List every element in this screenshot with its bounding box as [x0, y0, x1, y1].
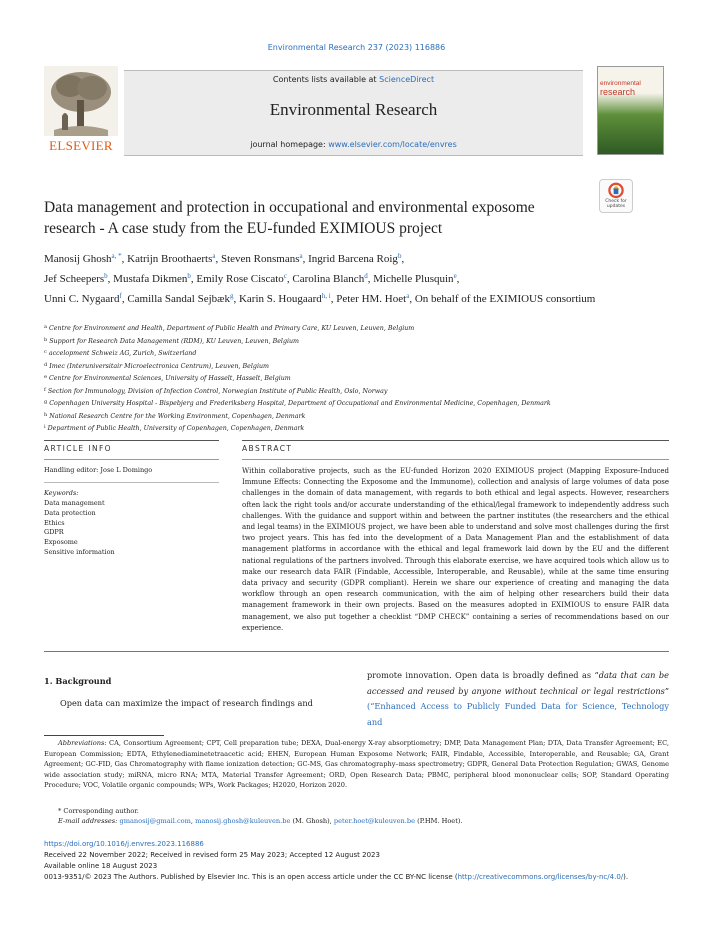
keyword-item: Exposome — [44, 538, 78, 547]
homepage-prefix: journal homepage: — [250, 140, 329, 149]
author-list: Manosij Ghosh$^{a, *}$, Katrijn Broothaerts$^a$, Steven Ronsmans$^a$, Ingrid Barcena Roig$^b$, Jef Scheepers$^b$, Mustafa Dikmen$^b$, Emily Rose Ciscato$^c$, Carolina Blanch$^d$, Michelle Plusquin$^e$, Unni C. Nygaard$^f$, Camilla Sandal Sejbæk$^g$, Karin S. Hougaard$^{h, i}$, Peter HM. Hoet$^a$, On behalf of the EXIMIOUS consortium — [44, 252, 596, 305]
journal-name: Environmental Research — [269, 100, 438, 119]
abstract-heading: ABSTRACT — [242, 444, 293, 453]
check-for-updates-label: Check for updates — [605, 199, 627, 209]
keyword-item: Sensitive information — [44, 547, 115, 556]
license-prefix: 0013-9351/© 2023 The Authors. Published by Elsevier Inc. This is an open access article under the CC BY-NC license ( — [44, 873, 458, 881]
keywords-list — [44, 499, 115, 558]
affiliation-marker: d — [44, 361, 48, 368]
author-affiliation-marker[interactable]: a — [299, 252, 303, 260]
affiliation-text: Copenhagen University Hospital - Bispebjerg and Frederiksberg Hospital, Department of Occupational and Environmental Medicine, Copenhagen, Denmark — [49, 400, 551, 407]
author-name[interactable]: Steven Ronsmans — [220, 253, 300, 265]
background-col2-quote-end: ” — [664, 685, 669, 696]
article-info-heading: ARTICLE INFO — [44, 444, 112, 453]
affiliation-item — [44, 422, 664, 435]
affiliation-marker: b — [44, 336, 48, 343]
author-name[interactable]: Katrijn Broothaerts — [127, 253, 213, 265]
affiliation-item — [44, 385, 664, 398]
author-affiliation-marker[interactable]: e — [453, 272, 457, 280]
affiliation-text: Centre for Environment and Health, Department of Public Health and Primary Care, KU Leuven, Leuven, Belgium — [48, 325, 415, 332]
affiliation-text: Department of Public Health, University of Copenhagen, Copenhagen, Denmark — [47, 425, 305, 432]
author-name[interactable]: Unni C. Nygaard — [44, 293, 120, 305]
author-affiliation-marker[interactable]: g — [229, 292, 234, 300]
author-affiliation-marker[interactable]: b — [397, 252, 402, 260]
affiliation-text: Section for Immunology, Division of Infection Control, Norwegian Institute of Public Health, Oslo, Norway — [47, 387, 388, 395]
elsevier-wordmark: ELSEVIER — [49, 138, 113, 153]
author-name[interactable]: Emily Rose Ciscato — [196, 273, 284, 285]
footnote-rule — [44, 735, 164, 736]
abbreviations-label: Abbreviations: — [58, 739, 107, 747]
author-name[interactable]: Manosij Ghosh — [44, 253, 112, 265]
abstract-text: Within collaborative projects, such as the EU-funded Horizon 2020 EXIMIOUS project (Mapping Exposure-Induced Immune Effects: Connecting the Exposome and the Immunome), collection and analysis of large volumes of data pose challenges in the domain of data management, with regards to both ethical and legal aspects. However, researchers often lack the right tools and/or accurate understanding of the ethical/legal framework to independently address such challenges. With the guidance and support within and between the partner institutes (the researchers and the ethical and legal teams) in the EXIMIOUS project, we have been able to understand and solve most challenges during the first two project years. This has fed into the development of a Data Management Plan and the establishment of data management platforms in accordance with the ethical and legal framework laid down by the EU and the different national regulations of the partners involved. Through this elaborate exercise, we have acquired tools which allow us to make our research data FAIR (Findable, Accessible, Interoperable, and Reusable), while at the same time ensuring data privacy and security (GDPR compliant). Herein we share our experience of creating and managing the data workflow through an open research communication, with the aim of helping other researchers build their data management framework in their own projects. Based on the measures adopted in EXIMIOUS to ensure FAIR data management, we also put together a checklist “DMP CHECK” containing a series of recommendations based on our experience. — [242, 467, 669, 632]
cover-title-line-2: research — [600, 86, 636, 97]
affiliation-text: accelopment Schweiz AG, Zurich, Switzerland — [48, 350, 197, 357]
background-column-1: Open data can maximize the impact of research findings and — [60, 698, 313, 708]
affiliation-text: Support for Research Data Management (RDM), KU Leuven, Leuven, Belgium — [49, 337, 300, 345]
affiliation-item — [44, 372, 664, 385]
affiliation-marker: h — [44, 411, 48, 418]
license-statement — [44, 872, 669, 883]
author-name[interactable]: On behalf of the EXIMIOUS consortium — [414, 293, 596, 305]
author-affiliation-marker[interactable]: c — [283, 272, 287, 280]
affiliation-item — [44, 397, 664, 410]
affiliation-marker: g — [44, 399, 48, 405]
affiliation-marker: i — [44, 424, 46, 430]
contents-line — [124, 75, 583, 84]
affiliation-marker: c — [44, 349, 47, 355]
affiliation-marker: e — [44, 374, 47, 380]
cover-title-line-1: environmental — [600, 80, 641, 87]
article-info-sub-rule — [44, 459, 219, 460]
email-link-hoet[interactable]: peter.hoet@kuleuven.be — [333, 817, 416, 825]
handling-editor: Handling editor: Jose L Domingo — [44, 466, 153, 474]
enhanced-access-citation-link[interactable]: (“Enhanced Access to Publicly Funded Data for Science, Technology and — [367, 701, 669, 727]
author-affiliation-marker[interactable]: b — [187, 272, 191, 280]
keywords-label: Keywords: — [44, 489, 79, 497]
affiliation-item — [44, 410, 664, 423]
affiliation-item — [44, 335, 664, 348]
author-name[interactable]: Ingrid Barcena Roig — [308, 253, 398, 265]
keyword-item: Data management — [44, 499, 105, 507]
corresponding-mark: * — [58, 807, 62, 815]
keyword-item: Ethics — [44, 518, 65, 527]
affiliation-marker: a — [44, 324, 47, 330]
author-affiliation-marker[interactable]: a — [406, 292, 410, 300]
abstract-top-rule — [242, 440, 669, 441]
journal-reference[interactable]: Environmental Research 237 (2023) 116886 — [267, 43, 446, 52]
author-name[interactable]: Camilla Sandal Sejbæk — [127, 293, 230, 305]
corresponding-text: Corresponding author. — [61, 807, 139, 815]
affiliation-item — [44, 322, 664, 335]
abstract-sub-rule — [242, 459, 669, 460]
homepage-line — [124, 140, 583, 149]
contents-prefix: Contents lists available at — [272, 75, 380, 84]
abbreviations-text: CA, Consortium Agreement; CPT, Cell preparation tube; DEXA, Dual-energy X-ray absorptiometry; DMP, Data Management Plan; DTA, Data Transfer Agreement; EC, European Commission; EDTA, Ethylenediaminetetraacetic acid; EHEN, European Human Exposome Network; FAIR, Findable, Accessible, Interoperable, and Reusable; GA, Grant Agreement; GC-FID, Gas Chromatography with flame ionization detection; GC-MS, Gas chromatography–mass spectrometry; GDPR, General Data Protection Regulation; GWAS, Genome wide association study; miRNA, micro RNA; MTA, Material Transfer Agreement; ORD, Open Research Data; PBMC, peripheral blood mononuclear cells; SOP, Standard Operating Procedure; VOC, Volatile organic compounds; WPs, Work Packages; H2020, Horizon 2020. — [44, 739, 669, 789]
license-suffix: ). — [623, 873, 629, 881]
abbreviations-footnote — [44, 738, 669, 791]
handling-editor-rule — [44, 482, 219, 483]
author-affiliation-marker[interactable]: h, i — [321, 292, 331, 300]
affiliation-marker: f — [44, 386, 46, 393]
article-info-top-rule — [44, 440, 219, 441]
affiliation-item — [44, 360, 664, 373]
background-heading: 1. Background — [44, 676, 112, 686]
background-column-2 — [367, 668, 669, 730]
article-title: Data management and protection in occupational and environmental exposome research - A case study from the EU-funded EXIMIOUS project — [44, 199, 535, 237]
email-3-owner: (P.HM. Hoet). — [415, 817, 463, 825]
author-affiliation-marker[interactable]: b — [104, 272, 108, 280]
email-2-owner: (M. Ghosh), — [290, 817, 334, 825]
author-name[interactable]: Karin S. Hougaard — [238, 293, 322, 305]
cover-title — [600, 81, 662, 97]
author-affiliation-marker[interactable]: a — [212, 252, 216, 260]
background-col2-text: promote innovation. Open data is broadly defined as “ — [367, 670, 599, 680]
author-name[interactable]: Michelle Plusquin — [373, 273, 454, 285]
author-affiliation-marker[interactable]: d — [364, 272, 368, 280]
author-affiliation-marker[interactable]: f — [119, 292, 122, 300]
email-addresses: E-mail addresses: gmanosij@gmail.com, manosij.ghosh@kuleuven.be (M. Ghosh), peter.hoet@kuleuven.be (P.HM. Hoet). — [58, 817, 463, 825]
affiliation-text: Centre for Environmental Sciences, University of Hasselt, Hasselt, Belgium — [48, 375, 291, 382]
license-link[interactable]: http://creativecommons.org/licenses/by-nc/4.0/ — [457, 873, 624, 881]
sciencedirect-link[interactable]: ScienceDirect — [379, 75, 435, 84]
email-link-ghosh-kuleuven[interactable]: manosij.ghosh@kuleuven.be — [195, 817, 291, 825]
affiliation-text: National Research Centre for the Working Environment, Copenhagen, Denmark — [49, 412, 306, 420]
doi-link[interactable]: https://doi.org/10.1016/j.envres.2023.116886 — [44, 840, 204, 848]
author-name[interactable]: Peter HM. Hoet — [336, 293, 407, 305]
email-label: E-mail addresses: — [58, 817, 118, 825]
author-name[interactable]: Mustafa Dikmen — [113, 273, 188, 285]
author-name[interactable]: Jef Scheepers — [44, 273, 105, 285]
open-data-definition: data that can be accessed and reused by anyone without technical or legal restrictions — [367, 670, 669, 696]
keyword-item: Data protection — [44, 508, 96, 517]
homepage-link[interactable]: www.elsevier.com/locate/envres — [328, 140, 457, 149]
abstract-bottom-rule — [44, 651, 669, 652]
received-dates: Received 22 November 2022; Received in revised form 25 May 2023; Accepted 12 August 2023 — [44, 851, 380, 859]
keyword-item: GDPR — [44, 528, 64, 537]
online-date: Available online 18 August 2023 — [44, 862, 158, 870]
email-link-gmanosij[interactable]: gmanosij@gmail.com — [119, 817, 191, 825]
affiliation-text: Imec (Interuniversitair Microelectronica Centrum), Leuven, Belgium — [49, 362, 269, 370]
affiliation-item — [44, 347, 664, 360]
author-name[interactable]: Carolina Blanch — [292, 273, 365, 285]
author-affiliation-marker[interactable]: a, * — [111, 252, 122, 260]
affiliation-list — [44, 322, 664, 435]
corresponding-author-note — [44, 806, 139, 817]
